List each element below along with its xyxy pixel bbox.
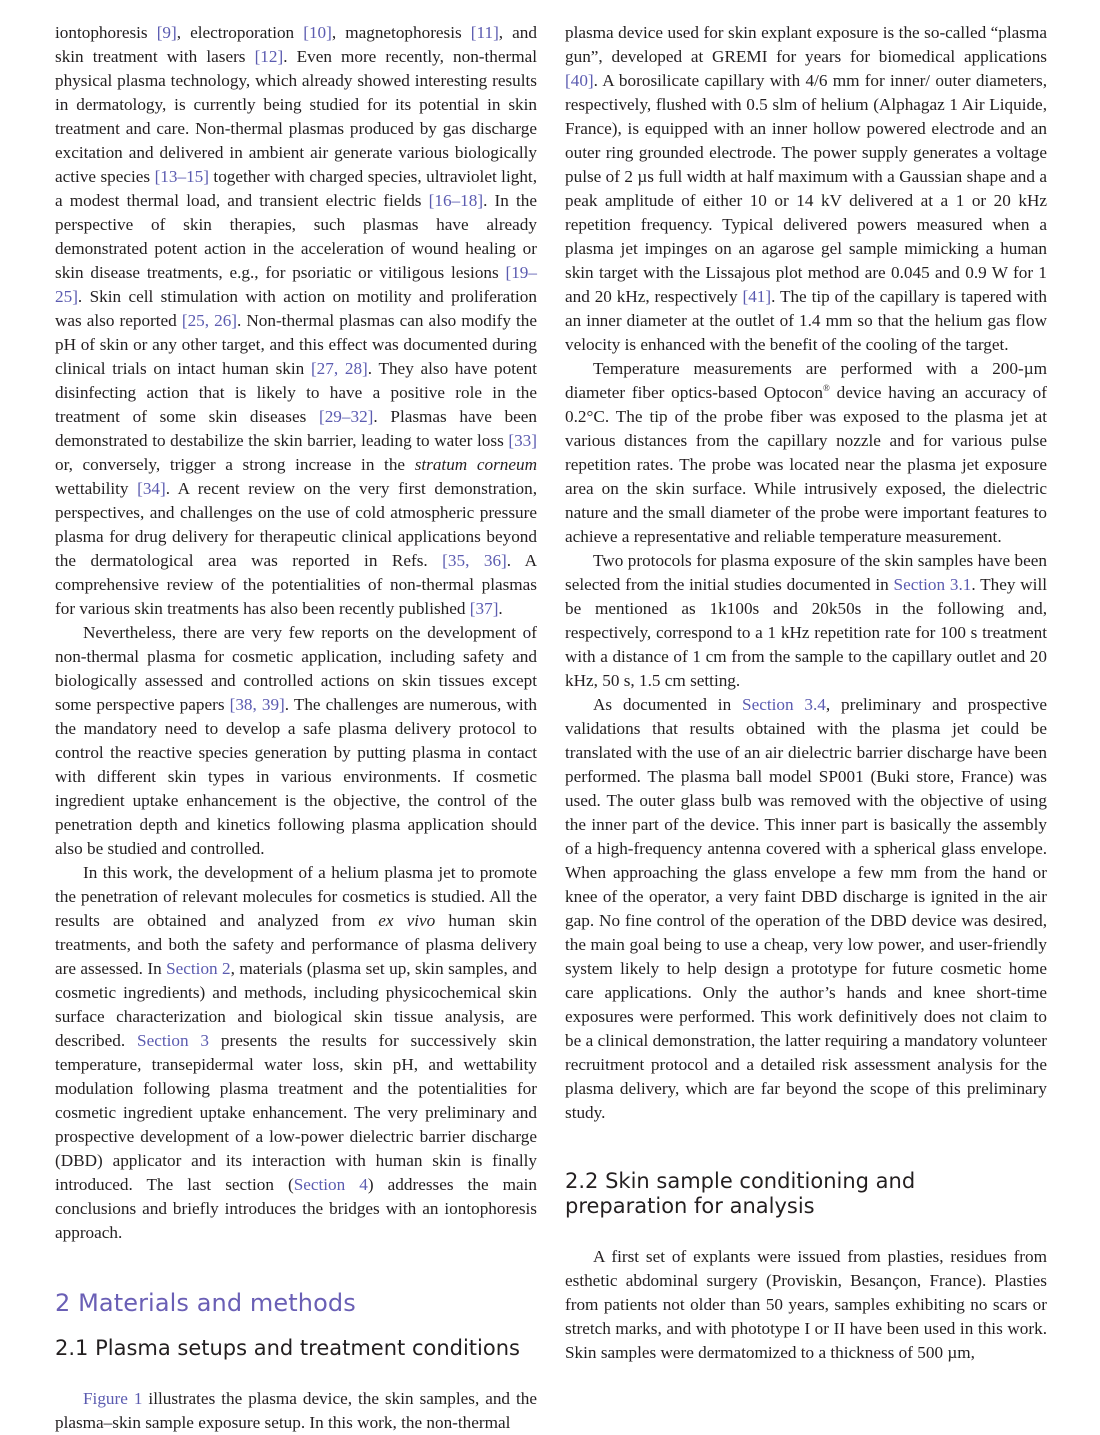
subsection-heading-plasma-setups: 2.1 Plasma setups and treatment conditions [55, 1336, 520, 1360]
reference-link[interactable]: [41] [742, 287, 772, 306]
reference-link[interactable]: [16–18] [428, 191, 484, 210]
reference-link[interactable]: Section 3 [137, 1031, 210, 1050]
reference-link[interactable]: [11] [470, 23, 499, 42]
paragraph-protocols: Two protocols for plasma exposure of the skin samples have been selected from the initial studies documented in Section 3.1. They will be mentioned as 1k100s and 20k50s in the following and, respectively, correspond to a 1 kHz repetition rate for 100 s treatment with a distance of 1 cm from the sample to the capillary outlet and 20 kHz, 50 s, 1.5 cm setting. [565, 551, 1048, 690]
paragraph-challenges: Nevertheless, there are very few reports on the development of non-thermal plasma for cosmetic application, including safety and biologically assessed and controlled actions on skin tissues except some perspective papers [38, 39]. The challenges are numerous, with the mandatory need to develop a safe plasma delivery protocol to control the reactive species generation by putting plasma in contact with different skin types in various environments. If cosmetic ingredient uptake enhancement is the objective, the control of the penetration depth and kinetics following plasma application should also be studied and controlled. [55, 623, 537, 858]
reference-link[interactable]: [12] [254, 47, 284, 66]
reference-link[interactable]: Section 2 [166, 959, 231, 978]
reference-link[interactable]: [40] [565, 71, 594, 90]
reference-link[interactable]: [35, 36] [442, 551, 507, 570]
paragraph-temperature: Temperature measurements are performed with a 200-µm diameter fiber optics-based Optocon® device having an accuracy of 0.2°C. The tip of the probe fiber was exposed to the plasma jet at various distances from the capillary nozzle and for various pulse repetition rates. The probe was located near the plasma jet exposure area on the skin surface. While intrusively exposed, the dielectric nature and the small diameter of the probe were important features to achieve a representative and reliable temperature measurement. [565, 359, 1047, 546]
reference-link[interactable]: Figure 1 [83, 1389, 143, 1408]
paragraph-this-work: In this work, the development of a helium plasma jet to promote the penetration of relevant molecules for cosmetics is studied. All the results are obtained and analyzed from ex vivo human skin treatments, and both the safety and performance of plasma delivery are assessed. In Section 2, materials (plasma set up, skin samples, and cosmetic ingredients) and methods, including physicochemical skin surface characterization and biological skin tissue analysis, are described. Section 3 presents the results for successively skin temperature, transepidermal water loss, skin pH, and wettability modulation following plasma treatment and the potentialities for cosmetic ingredient uptake enhancement. The very preliminary and prospective development of a low-power dielectric barrier discharge (DBD) applicator and its interaction with human skin is finally introduced. The last section (Section 4) addresses the main conclusions and briefly introduces the bridges with an iontophoresis approach. [55, 863, 537, 1242]
italic-term: ex vivo [378, 911, 436, 930]
registered-mark: ® [823, 383, 830, 393]
reference-link[interactable]: [25, 26] [181, 311, 238, 330]
subsection-heading-line2: preparation for analysis [565, 1194, 815, 1218]
reference-link[interactable]: [10] [303, 23, 332, 42]
italic-term: stratum corneum [414, 455, 537, 474]
reference-link[interactable]: Section 3.1 [893, 575, 972, 594]
reference-link[interactable]: [27, 28] [310, 359, 368, 378]
reference-link[interactable]: [29–32] [318, 407, 374, 426]
reference-link[interactable]: [13–15] [154, 167, 209, 186]
subsection-heading-skin-sample [565, 1169, 1047, 1219]
reference-link[interactable]: [34] [137, 479, 166, 498]
paragraph-figure1-intro: Figure 1 illustrates the plasma device, the skin samples, and the plasma–skin sample exposure setup. In this work, the non-thermal [55, 1389, 538, 1432]
subsection-heading-line1: 2.2 Skin sample conditioning and [565, 1169, 916, 1193]
paragraph-dbd: As documented in Section 3.4, preliminary and prospective validations that results obtained with the plasma jet could be translated with the use of an air dielectric barrier discharge have been performed. The plasma ball model SP001 (Buki store, France) was used. The outer glass bulb was removed with the objective of using the inner part of the device. This inner part is basically the assembly of a high-frequency antenna covered with a spherical glass envelope. When approaching the glass envelope a few mm from the hand or knee of the operator, a very faint DBD discharge is ignited in the air gap. No fine control of the operation of the DBD device was desired, the main goal being to use a cheap, very low power, and user-friendly system likely to help design a prototype for future cosmetic home care applications. Only the author’s hands and knee short-time exposures were performed. This work definitively does not claim to be a clinical demonstration, the latter requiring a mandatory volunteer recruitment protocol and a detailed risk assessment analysis for the plasma delivery, which are far beyond the scope of this preliminary study. [565, 695, 1047, 1122]
reference-link[interactable]: [19–25] [55, 263, 537, 306]
reference-link[interactable]: [37] [469, 599, 499, 618]
paragraph-explants: A first set of explants were issued from plasties, residues from esthetic abdominal surgery (Proviskin, Besançon, France). Plasties from patients not older than 50 years, samples exhibiting no scars or stretch marks, and with phototype I or II have been used in this work. Skin samples were dermatomized to a thickness of 500 µm, [565, 1247, 1047, 1362]
paragraph-intro-review: iontophoresis [9], electroporation [10], magnetophoresis [11], and skin treatment with lasers [12]. Even more recently, non-thermal physical plasma technology, which already showed interesting results in dermatology, is currently being studied for its potential in skin treatment and care. Non-thermal plasmas produced by gas discharge excitation and delivered in ambient air generate various biologically active species [13–15] together with charged species, ultraviolet light, a modest thermal load, and transient electric fields [16–18]. In the perspective of skin therapies, such plasmas have already demonstrated potent action in the acceleration of wound healing or skin disease treatments, e.g., for psoriatic or vitiligous lesions [19–25]. Skin cell stimulation with action on motility and proliferation was also reported [25, 26]. Non-thermal plasmas can also modify the pH of skin or any other target, and this effect was documented during clinical trials on intact human skin [27, 28]. They also have potent disinfecting action that is likely to have a positive role in the treatment of some skin diseases [29–32]. Plasmas have been demonstrated to destabilize the skin barrier, leading to water loss [33] or, conversely, trigger a strong increase in the stratum corneum wettability [34]. A recent review on the very first demonstration, perspectives, and challenges on the use of cold atmospheric pressure plasma for drug delivery for therapeutic clinical applications beyond the dermatological area was reported in Refs. [35, 36]. A comprehensive review of the potentialities of non-thermal plasmas for various skin treatments has also been recently published [37]. [55, 23, 538, 618]
reference-link[interactable]: [38, 39] [229, 695, 285, 714]
reference-link[interactable]: [33] [508, 431, 537, 450]
left-column [55, 21, 537, 1435]
reference-link[interactable]: Section 4 [293, 1175, 368, 1194]
paragraph-plasma-gun: plasma device used for skin explant exposure is the so-called “plasma gun”, developed at GREMI for years for biomedical applications [40]. A borosilicate capillary with 4/6 mm for inner/ outer diameters, respectively, flushed with 0.5 slm of helium (Alphagaz 1 Air Liquide, France), is equipped with an inner hollow powered electrode and an outer ring grounded electrode. The power supply generates a voltage pulse of 2 µs full width at half maximum with a Gaussian shape and a peak amplitude of either 10 or 14 kV delivered at a 1 or 20 kHz repetition frequency. Typical delivered powers measured when a plasma jet impinges on an agarose gel sample mimicking a human skin target with the Lissajous plot method are 0.045 and 0.9 W for 1 and 20 kHz, respectively [41]. The tip of the capillary is tapered with an inner diameter at the outlet of 1.4 mm so that the helium gas flow velocity is enhanced with the benefit of the cooling of the target. [565, 23, 1047, 354]
reference-link[interactable]: Section 3.4 [742, 695, 826, 714]
right-column [565, 21, 1047, 1365]
reference-link[interactable]: [9] [156, 23, 177, 42]
section-heading-materials-methods: 2 Materials and methods [55, 1289, 356, 1317]
